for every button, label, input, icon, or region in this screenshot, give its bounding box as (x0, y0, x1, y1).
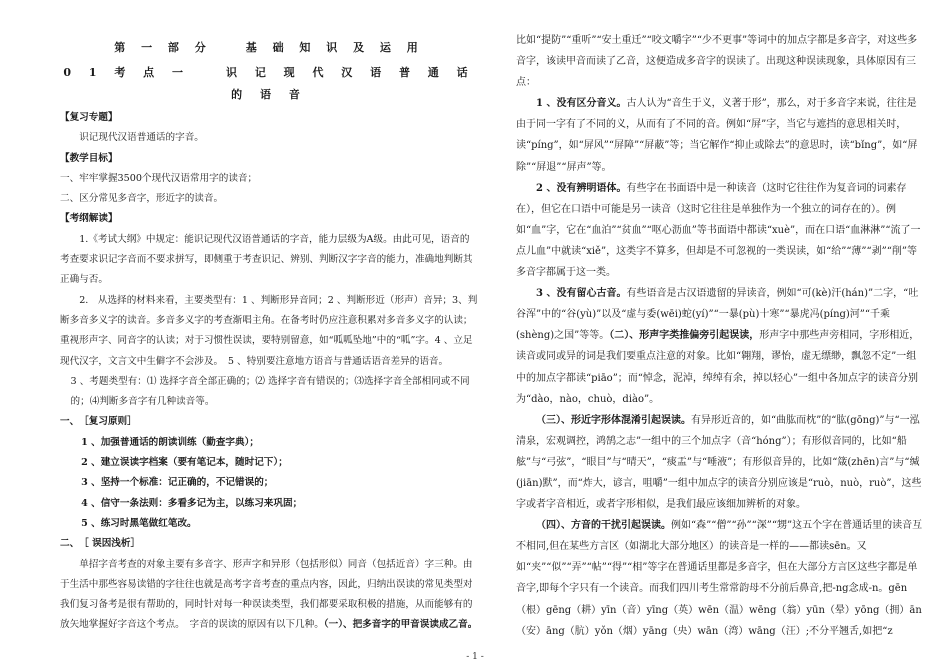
reason-heading: 3 、没有留心古音。 (536, 288, 627, 300)
principle-item: 3 、坚持一个标准：记正确的，不记错误的； (81, 477, 274, 489)
right-column (516, 30, 924, 642)
principle-item: 1 、加强普通话的朗读训练（勤查字典）； (81, 436, 260, 448)
reason-text: 有些字在书面语中是一种读音（这时它往往作为复音词的词素存在），但它在口语中可能是另一读音（这时它往往是单独作为一个独立的词存在的）。例如“血”字，它在“血泊”“贫血”“呕心沥血”等书面语中都读“xuè”，而在口语“血淋淋”“流了一点儿血”中就读“xiě”，这类字不算多，但却是不可忽视的一类误读，如“给”“薄”“剥”“削”等多音字都属于这一类。 (516, 182, 921, 279)
reason-heading: （四）、方音的干扰引起误读。 (536, 520, 671, 532)
reason-paragraph (516, 410, 924, 515)
page-number: - 1 - (466, 652, 484, 662)
intro-paragraph: 比如“提防”“重听”“安土重迁”“咬文嚼字”“少不更事”等词中的加点字都是多音字，对这些多音字，该读甲音而读了乙音，这便造成多音字的误读了。出现这种误读现象，具体原因有三点： (516, 35, 918, 89)
syllabus-paragraph: 3 、考题类型有：⑴ 选择字音全部正确的；⑵ 选择字音有错误的；⑶选择字音全部相同或不同的；⑷判断多音字有几种读音等。 (70, 375, 470, 408)
reason-text: 有异形近音的，如“曲肱而枕”的“肱(gōng)”与“一泓清泉，宏观调控，鸿鹄之志”一组中的三个加点字（音“hóng”）；有形似音同的，比如“船舷”与“弓弦”，“眼目”与“晴天”，“痰盂”与“唾液”；有形似音异的，比如“箴(zhēn)言”与“缄(jiān)默”，而“炸大，谚言，咀嚼”一组中加点字的读音分别应该是“ruò，nuò，ruò”，这些字或者字音相近，或者字形相似，是我们最应该细加辨析的对象。 (516, 414, 922, 511)
syllabus-paragraph: 2. 从选择的材料来看，主要类型有：1 、判断形异音同；2 、判断形近（形声）音异；3、判断多音多义字的读音。多音多义字的考查渐唱主角。在备考时仍应注意积累对多音多义字的认读；重视形声字、同音字的认读；对于习惯性误读，要特别留意，如“呱呱坠地”中的“呱”字。4 、立足现代汉字，文言文中生僻字不会涉及。 5 、特别要注意地方语音与普通话语音差异的语音。 (60, 294, 478, 367)
reason-text: 形声字中那些声旁相同，字形相近，读音或同或异的词是我们要重点注意的对象。比如“翱翔，谬怡，虚无缥缈，飘忽不定”一组中的加点字都读“piāo”；而“悼念，泥淖，绰绰有余，掉以轻心”一组中各加点字的读音分别为“dào，nào，chuò，diào”。 (516, 330, 920, 405)
syllabus-paragraph: 1.《考试大纲》中规定：能识记现代汉语普通话的字音，能力层级为A级。由此可见，语音的考查要求识记字音而不要求拼写，即侧重于考查识记、辨别、判断汉字字音的能力，准确地判断其正确与否。 (60, 233, 473, 286)
principle-item: 2 、建立误读字档案（要有笔记本，随时记下）； (81, 457, 288, 469)
section-title: 0 1 考 点 一 识 记 现 代 汉 语 普 通 话 的 语 音 (63, 66, 475, 101)
syllabus-heading: 【考纲解读】 (60, 213, 118, 225)
teaching-goal-heading: 【教学目标】 (60, 152, 118, 164)
reason-heading: 1 、没有区分音义。 (536, 98, 627, 110)
reason-heading: （二）、形声字类推偏旁引起误读， (609, 330, 760, 342)
reason-paragraph (516, 178, 924, 283)
reason-text: 有些语音是古汉语遗留的异读音，例如“可(kè)汗(hán)”二字，“吐谷浑”中的“谷(yù)”以及“虚与委(wēi)蛇(yí)”“一暴(pù)十寒”“暴虎冯(píng)河”“千乘(shèng)之国”等等。 (516, 288, 919, 342)
part-title: 第 一 部 分 基 础 知 识 及 运 用 (114, 41, 424, 54)
principle-item: 4 、信守一条法则：多看多记为主，以练习来巩固； (81, 497, 303, 509)
reason-paragraph (516, 283, 924, 410)
analysis-subheading: （一）、把多音字的甲音误读成乙音。 (323, 619, 478, 631)
left-column (60, 30, 478, 636)
review-topic-text: 识记现代汉语普通话的字音。 (79, 132, 204, 144)
review-topic-heading: 【复习专题】 (60, 112, 118, 123)
reason-paragraph (516, 515, 924, 642)
analysis-text: 单招字音考查的对象主要有多音字、形声字和异形（包括形似）同音（包括近音）字三种。由于生活中那些容易读错的字往往也就是高考字音考查的重点内容，因此，归纳出误读的常见类型对我们复习备考是很有帮助的，同时针对每一种误读类型，我们都要采取积极的措施，从而能够有的放矢地掌握好字音这个考点。 字音的误读的原因有以下几种。 (60, 558, 473, 631)
principle-heading: 一、 ［复习原则］ (60, 416, 137, 428)
reason-text: 例如“森”“僧”“孙”“深”“甥”这五个字在普通话里的读音互不相同,但在某些方言区（如湖北大部分地区）的读音是一样的——都读sēn。又如“夹”“似”“弄”“帖”“得”“相”等字在普通话里都是多音字，但在大部分方言区这些字都是单音字,即每个字只有一个读音。而我们四川考生常常韵母不分前后鼻音,把-ng念成-n。gēn（根）gēng（耕）yīn（音）yīng（英）wēn（温）wēng（翁）yūn（晕）yōng（拥）ān（安）āng（肮）yǒn（烟）yāng（央）wān（湾）wāng（汪）;不分平翘舌,如把“z (516, 520, 923, 637)
analysis-paragraph (60, 555, 478, 636)
reason-text: 古人认为“音生于义，义著于形”，那么，对于多音字来说，往往是由于同一字有了不同的义，从而有了不同的音。例如“屏”字，当它与遮挡的意思相关时，读“píng”，如“屏风”“屏障”“屏蔽”等；当它解作“抑止或除去”的意思时，读“bǐng”，如“屏除”“屏退”“屏声”等。 (516, 98, 918, 173)
goal-item: 一、牢牢掌握3500个现代汉语常用字的读音； (60, 172, 258, 184)
reason-paragraph (516, 93, 924, 177)
analysis-heading: 二、 ［ 误因浅析］ (60, 538, 141, 550)
reason-heading: 2 、没有辨明语体。 (536, 182, 627, 194)
goal-item: 二、区分常见多音字，形近字的读音。 (60, 193, 224, 205)
reason-heading: （三）、形近字形体混淆引起误读。 (536, 414, 691, 426)
principle-item: 5 、练习时黑笔做红笔改。 (81, 517, 197, 529)
